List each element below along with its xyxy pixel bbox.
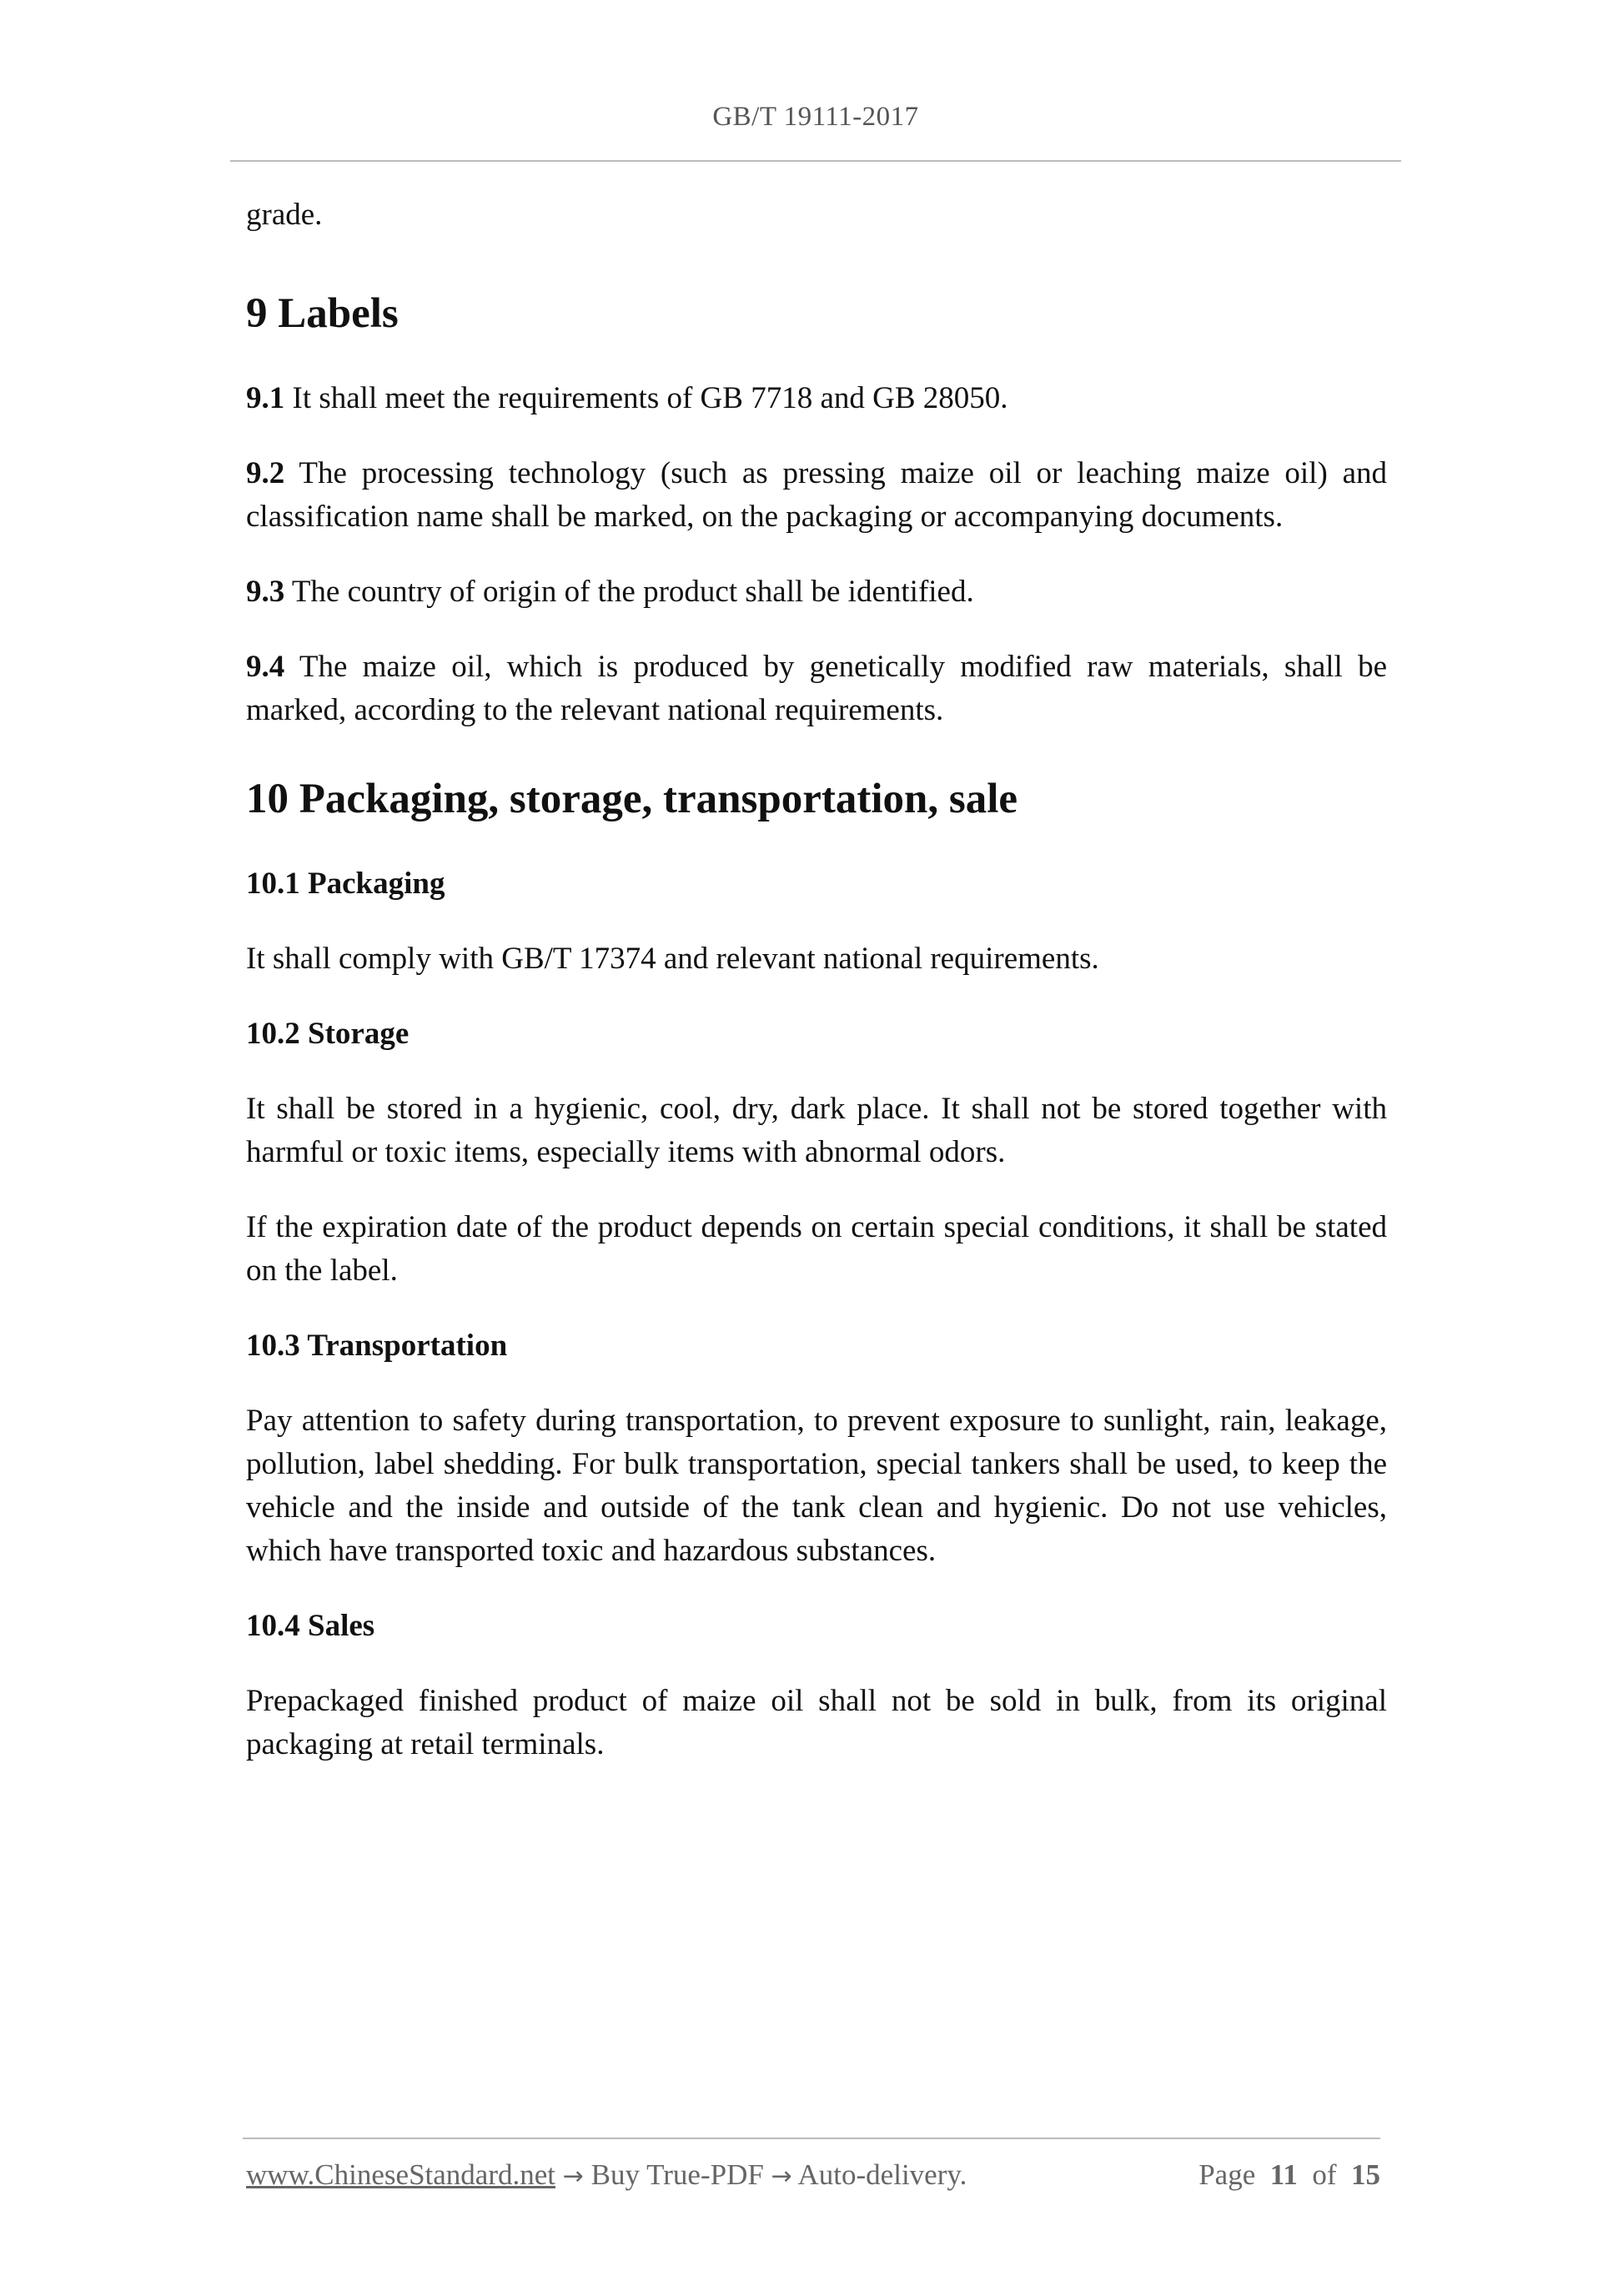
continuation-text: grade.: [246, 198, 323, 232]
page-label: Page: [1198, 2158, 1256, 2191]
clause-text: It shall meet the requirements of GB 7718 and GB 28050.: [284, 381, 1008, 415]
page-header-doc-id: GB/T 19111-2017: [712, 102, 919, 132]
clause-9-3: [246, 570, 1387, 614]
subsection-10-2-text-1: It shall be stored in a hygienic, cool, dry, dark place. It shall not be stored together with harmful or toxic items, especially items with abnormal odors.: [246, 1092, 1387, 1169]
document-body: [246, 193, 1387, 1766]
clause-number: 9.4: [246, 650, 285, 684]
clause-number: 9.1: [246, 381, 285, 415]
subsection-10-4-text: Prepackaged finished product of maize oil shall not be sold in bulk, from its original packaging at retail terminals.: [246, 1684, 1387, 1761]
page-footer: [246, 2158, 1380, 2200]
footer-divider: [243, 2138, 1380, 2139]
clause-text: The processing technology (such as pressing maize oil or leaching maize oil) and classification name shall be marked, on the packaging or accompanying documents.: [246, 456, 1387, 534]
of-label: of: [1312, 2158, 1337, 2191]
subsection-10-1-text: It shall comply with GB/T 17374 and relevant national requirements.: [246, 942, 1099, 976]
subsection-10-2-text-2: If the expiration date of the product depends on certain special conditions, it shall be stated on the label.: [246, 1210, 1387, 1288]
clause-9-2: [246, 452, 1387, 539]
arrow-right-icon: →: [771, 2162, 792, 2191]
section-10-heading: 10 Packaging, storage, transportation, sale: [246, 776, 1018, 822]
clause-number: 9.3: [246, 575, 285, 609]
subsection-10-3-title: 10.3 Transportation: [246, 1329, 508, 1363]
clause-text: The maize oil, which is produced by genetically modified raw materials, shall be marked, according to the relevant national requirements.: [246, 650, 1387, 727]
clause-9-1: [246, 377, 1387, 420]
footer-promo: [246, 2158, 967, 2192]
website-link[interactable]: www.ChineseStandard.net: [246, 2158, 555, 2191]
header-divider: [230, 160, 1401, 162]
subsection-10-3-text: Pay attention to safety during transportation, to prevent exposure to sunlight, rain, leakage, pollution, label shedding. For bulk transportation, special tankers shall be used, to keep the vehicle and the inside and outside of the tank clean and hygienic. Do not use vehicles, which have transported toxic and hazardous substances.: [246, 1404, 1387, 1568]
page-current: 11: [1269, 2158, 1298, 2191]
clause-number: 9.2: [246, 456, 285, 490]
delivery-text: Auto-delivery.: [797, 2158, 967, 2191]
subsection-10-1-title: 10.1 Packaging: [246, 867, 445, 901]
page-number: [1198, 2158, 1380, 2192]
section-9-heading: 9 Labels: [246, 290, 399, 337]
clause-text: The country of origin of the product shall be identified.: [284, 575, 974, 609]
arrow-right-icon: →: [562, 2162, 584, 2191]
subsection-10-4-title: 10.4 Sales: [246, 1609, 375, 1643]
page-total: 15: [1351, 2158, 1380, 2191]
buy-pdf-text: Buy True-PDF: [590, 2158, 764, 2191]
subsection-10-2-title: 10.2 Storage: [246, 1017, 410, 1051]
clause-9-4: [246, 646, 1387, 732]
